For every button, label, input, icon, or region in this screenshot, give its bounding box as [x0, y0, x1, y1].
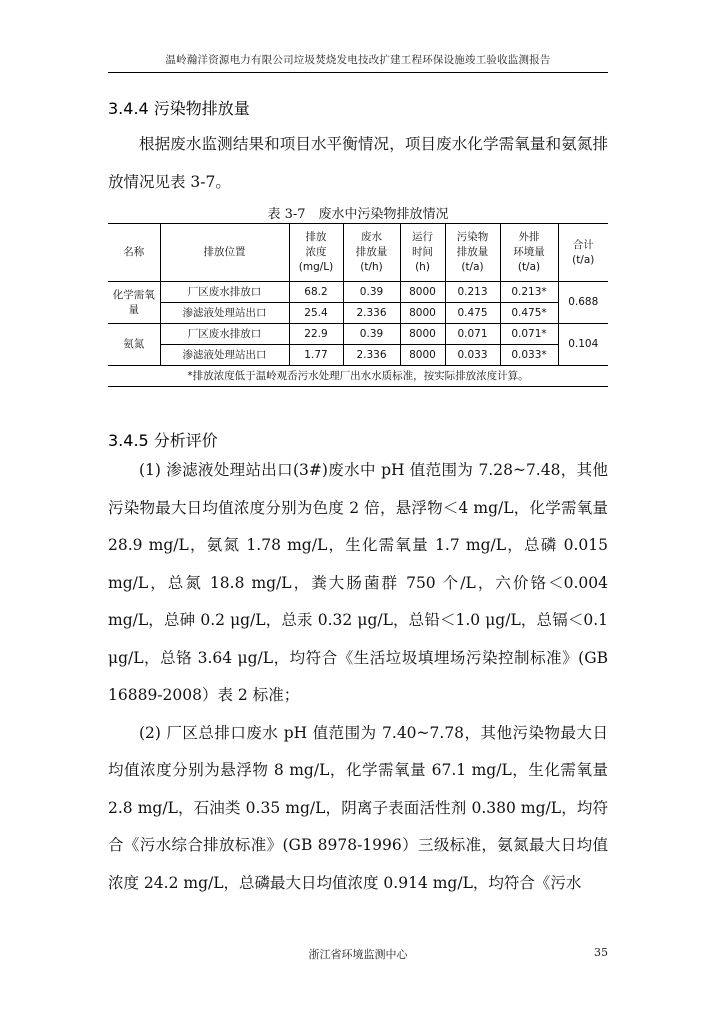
cell-hours: 8000 [400, 282, 445, 303]
cell-external: 0.033* [500, 345, 558, 366]
col-header-location: 排放位置 [160, 224, 289, 282]
cell-concentration: 1.77 [289, 345, 343, 366]
cell-concentration: 68.2 [289, 282, 343, 303]
table-note-row [108, 366, 608, 387]
cell-total-ammonia: 0.104 [558, 324, 608, 366]
cell-hours: 8000 [400, 324, 445, 345]
analysis-paragraph-1: (1) 渗滤液处理站出口(3#)废水中 pH 值范围为 7.28~7.48，其他污染物最大日均值浓度分别为色度 2 倍，悬浮物＜4 mg/L，化学需氧量 28.9 mg/L，氨氮 1.78 mg/L，生化需氧量 1.7 mg/L，总磷 0.015 mg/L，总氮 18.8 mg/L，粪大肠菌群 750 个/L，六价铬＜0.004 mg/L，总砷 0.2 μg/L，总汞 0.32 μg/L，总铅＜1.0 μg/L，总镉＜0.1 μg/L，总铬 3.64 μg/L，均符合《生活垃圾填埋场污染控制标准》(GB 16889-2008）表 2 标准； [108, 461, 608, 704]
cell-external: 0.071* [500, 324, 558, 345]
table-caption: 表 3-7 废水中污染物排放情况 [267, 207, 449, 222]
cell-external: 0.475* [500, 303, 558, 324]
col-header-wastewater-flow: 废水 排放量 (t/h) [343, 224, 400, 282]
table-header-row [108, 224, 608, 282]
footer-organization: 浙江省环境监测中心 [308, 948, 408, 961]
table-row [108, 282, 608, 303]
cell-location: 厂区废水排放口 [160, 324, 289, 345]
cell-pollutant: 0.071 [445, 324, 500, 345]
cell-location: 渗滤液处理站出口 [160, 345, 289, 366]
col-header-name: 名称 [108, 224, 160, 282]
cell-concentration: 22.9 [289, 324, 343, 345]
analysis-body [108, 452, 608, 902]
cell-hours: 8000 [400, 303, 445, 324]
page-number: 35 [594, 946, 608, 959]
cell-pollutant: 0.475 [445, 303, 500, 324]
analysis-paragraph-2: (2) 厂区总排口废水 pH 值范围为 7.40~7.78，其他污染物最大日均值浓度分别为悬浮物 8 mg/L，化学需氧量 67.1 mg/L，生化需氧量 2.8 mg/L，石油类 0.35 mg/L，阴离子表面活性剂 0.380 mg/L，均符合《污水综合排放标准》(GB 8978-1996）三级标准，氨氮最大日均值浓度 24.2 mg/L，总磷最大日均值浓度 0.914 mg/L，均符合《污水 [108, 723, 608, 892]
header-rule [108, 72, 608, 73]
page-header: 温岭瀚洋资源电力有限公司垃圾焚烧发电技改扩建工程环保设施竣工验收监测报告 [165, 54, 551, 66]
table-row [108, 324, 608, 345]
cell-concentration: 25.4 [289, 303, 343, 324]
section-heading-analysis: 3.4.5 分析评价 [108, 431, 218, 450]
cell-pollutant: 0.033 [445, 345, 500, 366]
section-heading-pollutant-discharge: 3.4.4 污染物排放量 [108, 99, 250, 118]
emissions-table [108, 223, 608, 387]
cell-location: 渗滤液处理站出口 [160, 303, 289, 324]
col-header-external-discharge: 外排 环境量 (t/a) [500, 224, 558, 282]
intro-paragraph [108, 126, 608, 201]
table-row [108, 345, 608, 366]
table-note: *排放浓度低于温岭观岙污水处理厂出水水质标准，按实际排放浓度计算。 [108, 366, 608, 387]
group-name-cod: 化学需氧量 [108, 282, 160, 324]
cell-flow: 0.39 [343, 282, 400, 303]
cell-pollutant: 0.213 [445, 282, 500, 303]
intro-text: 根据废水监测结果和项目水平衡情况，项目废水化学需氧量和氨氮排放情况见表 3-7。 [108, 135, 608, 191]
group-name-ammonia: 氨氮 [108, 324, 160, 366]
cell-flow: 2.336 [343, 303, 400, 324]
col-header-operating-hours: 运行 时间 (h) [400, 224, 445, 282]
cell-total-cod: 0.688 [558, 282, 608, 324]
col-header-pollutant-discharge: 污染物 排放量 (t/a) [445, 224, 500, 282]
cell-hours: 8000 [400, 345, 445, 366]
col-header-concentration: 排放 浓度 (mg/L) [289, 224, 343, 282]
cell-flow: 0.39 [343, 324, 400, 345]
table-row [108, 303, 608, 324]
cell-flow: 2.336 [343, 345, 400, 366]
col-header-total: 合计 (t/a) [558, 224, 608, 282]
cell-location: 厂区废水排放口 [160, 282, 289, 303]
cell-external: 0.213* [500, 282, 558, 303]
